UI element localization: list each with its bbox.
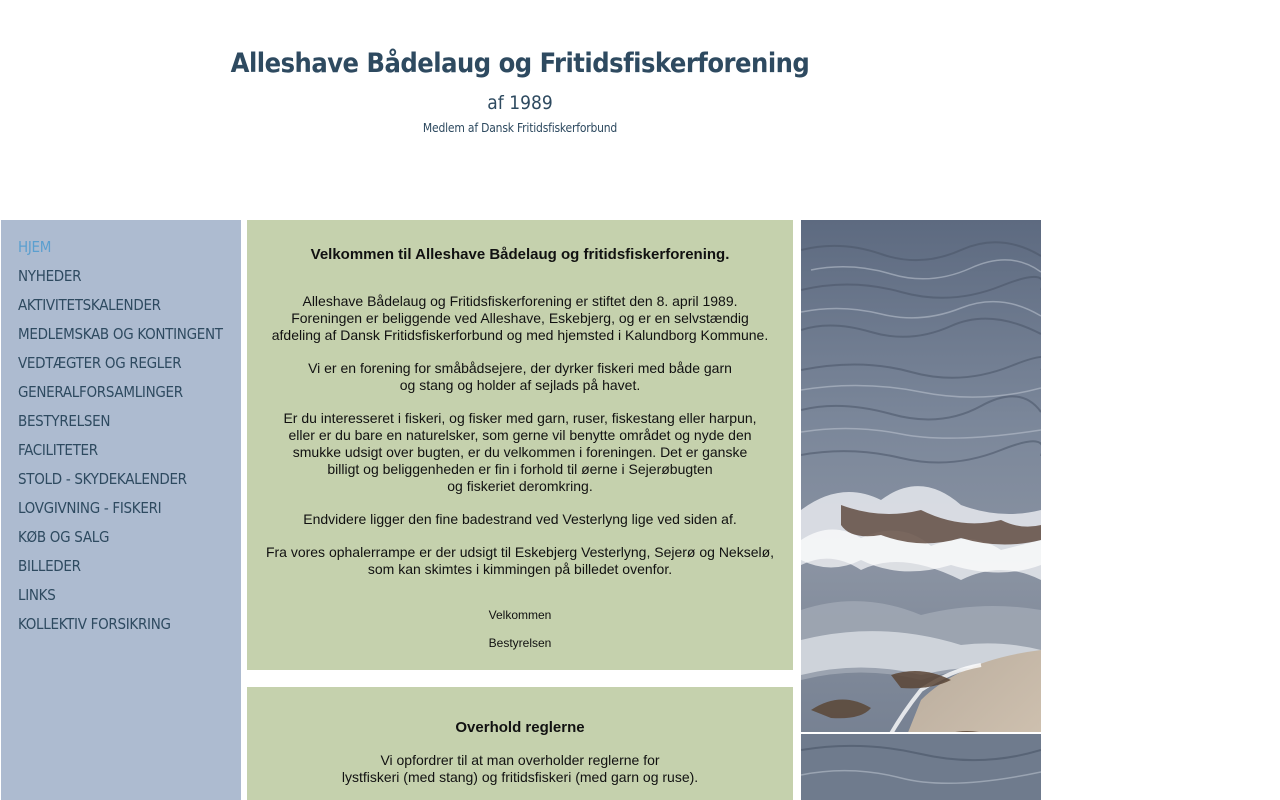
nav-item-medlemskab-og-kontingent[interactable]: MEDLEMSKAB OG KONTINGENT bbox=[18, 325, 223, 343]
rules-panel bbox=[247, 687, 793, 800]
welcome-paragraph: Alleshave Bådelaug og Fritidsfiskerforening er stiftet den 8. april 1989. Foreningen er beliggende ved Alleshave, Eskebjerg, og er en selvstændig afdeling af Dansk Fritidsfiskerforbund og med hjemsted i Kalundborg Kommune. bbox=[271, 293, 769, 343]
welcome-heading: Velkommen til Alleshave Bådelaug og fritidsfiskerforening. bbox=[310, 246, 730, 263]
nav-item-vedtaegter-og-regler[interactable]: VEDTÆGTER OG REGLER bbox=[18, 354, 182, 372]
welcome-panel bbox=[247, 220, 793, 670]
sea-shore-image bbox=[801, 220, 1041, 800]
site-tagline: Medlem af Dansk Fritidsfiskerforbund bbox=[422, 121, 618, 135]
welcome-paragraph: Vi er en forening for småbådsejere, der dyrker fiskeri med både garn og stang og holder af sejlads på havet. bbox=[308, 360, 732, 393]
main-navigation bbox=[1, 220, 241, 642]
nav-item-kollektiv-forsikring[interactable]: KOLLEKTIV FORSIKRING bbox=[18, 615, 171, 633]
nav-item-koeb-og-salg[interactable]: KØB OG SALG bbox=[18, 528, 110, 546]
rules-text: Vi opfordrer til at man overholder reglerne for lystfiskeri (med stang) og fritidsfiskeri (med garn og ruse). bbox=[341, 752, 699, 785]
nav-item-billeder[interactable]: BILLEDER bbox=[18, 557, 81, 575]
welcome-paragraph: Fra vores ophalerrampe er der udsigt til Eskebjerg Vesterlyng, Sejerø og Nekselø, som kan skimtes i kimmingen på billedet ovenfor. bbox=[265, 544, 775, 577]
welcome-signoff: Velkommen bbox=[488, 608, 552, 622]
nav-item-bestyrelsen[interactable]: BESTYRELSEN bbox=[18, 412, 111, 430]
site-title: Alleshave Bådelaug og Fritidsfiskerforening bbox=[230, 48, 810, 79]
nav-item-aktivitetskalender[interactable]: AKTIVITETSKALENDER bbox=[18, 296, 161, 314]
nav-item-stold-skydekalender[interactable]: STOLD - SKYDEKALENDER bbox=[18, 470, 187, 488]
welcome-paragraph: Endvidere ligger den fine badestrand ved Vesterlyng lige ved siden af. bbox=[303, 511, 737, 527]
nav-item-hjem[interactable]: HJEM bbox=[18, 238, 52, 256]
welcome-paragraph: Er du interesseret i fiskeri, og fisker med garn, ruser, fiskestang eller harpun, eller er du bare en naturelsker, som gerne vil benytte området og nyde den smukke udsigt over bugten, er du velkommen i foreningen. Det er ganske billigt og beliggenheden er fin i forhold til øerne i Sejerøbugten og fiskeriet deromkring. bbox=[283, 410, 757, 494]
sidebar bbox=[1, 220, 241, 800]
nav-item-lovgivning-fiskeri[interactable]: LOVGIVNING - FISKERI bbox=[18, 499, 162, 517]
welcome-body bbox=[247, 293, 793, 594]
site-header bbox=[220, 40, 820, 138]
nav-item-nyheder[interactable]: NYHEDER bbox=[18, 267, 82, 285]
nav-item-links[interactable]: LINKS bbox=[18, 586, 56, 604]
rules-heading: Overhold reglerne bbox=[455, 719, 585, 736]
welcome-signature: Bestyrelsen bbox=[488, 636, 552, 650]
nav-item-faciliteter[interactable]: FACILITETER bbox=[18, 441, 98, 459]
sea-shore-photo bbox=[801, 220, 1041, 800]
site-subtitle: af 1989 bbox=[487, 92, 553, 114]
nav-item-generalforsamlinger[interactable]: GENERALFORSAMLINGER bbox=[18, 383, 183, 401]
